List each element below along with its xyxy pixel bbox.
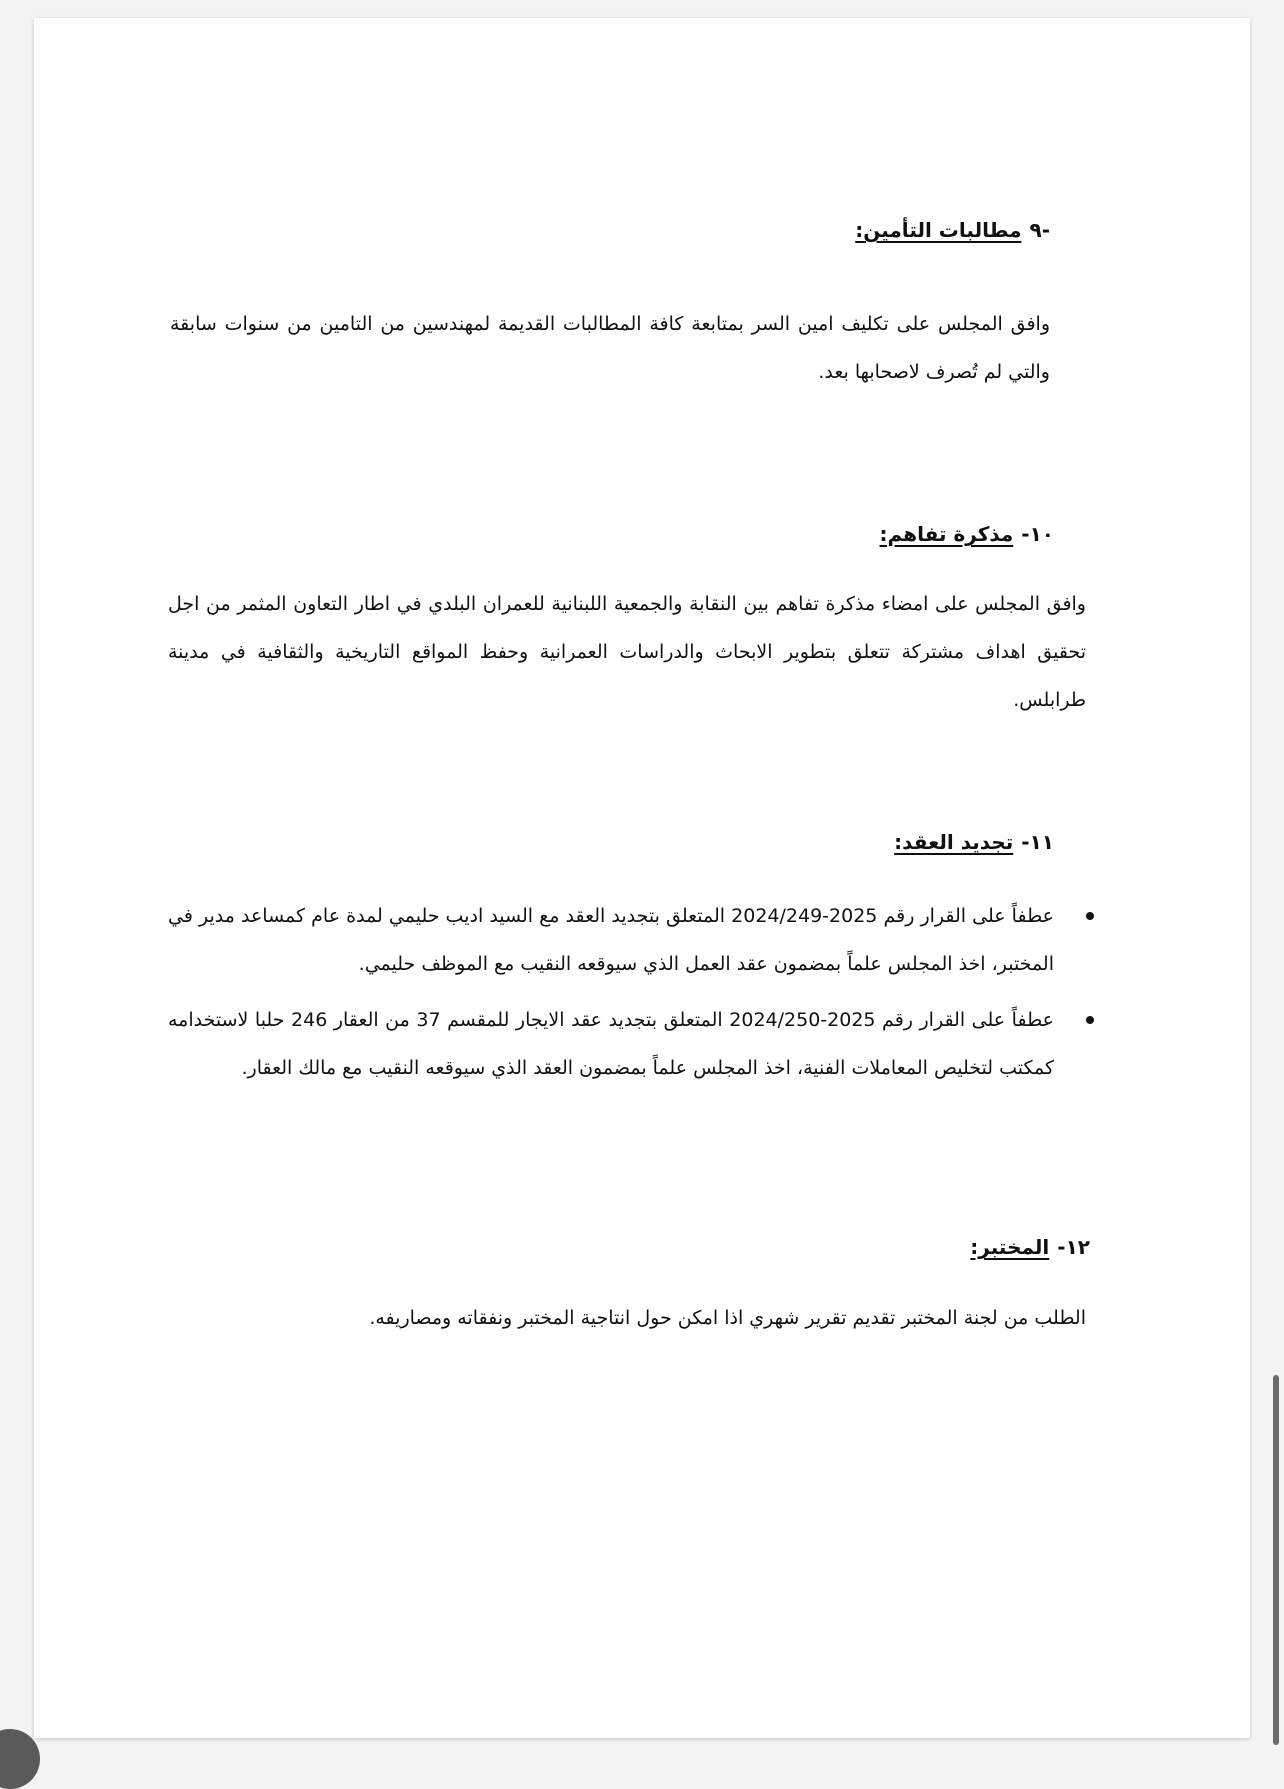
- section-11-number: ١١-: [1021, 830, 1054, 854]
- section-12-number: ١٢-: [1057, 1235, 1090, 1259]
- section-12-title: المختبر:: [970, 1235, 1050, 1259]
- document-page: [34, 18, 1250, 1738]
- section-11-heading: [894, 828, 1054, 856]
- bullet-icon: [1086, 1016, 1094, 1024]
- list-item: [168, 996, 1054, 1092]
- vertical-scrollbar[interactable]: [1273, 1375, 1279, 1745]
- section-10-heading: [880, 520, 1054, 548]
- section-9-title: مطالبات التأمين:: [855, 218, 1022, 242]
- section-9-number: -٩: [1029, 218, 1050, 242]
- section-10-paragraph: وافق المجلس على امضاء مذكرة تفاهم بين النقابة والجمعية اللبنانية للعمران البلدي في اطار التعاون المثمر من اجل تحقيق اهداف مشتركة تتعلق بتطوير الابحاث والدراسات العمرانية وحفظ المواقع التاريخية والثقافية في مدينة طرابلس.: [168, 593, 1086, 711]
- section-11-bullet-list: [168, 892, 1054, 1100]
- section-12-paragraph: الطلب من لجنة المختبر تقديم تقرير شهري اذا امكن حول انتاجية المختبر ونفقاته ومصاريفه.: [369, 1307, 1086, 1329]
- section-9-heading: [855, 216, 1050, 244]
- corner-overlay: [0, 1729, 40, 1789]
- bullet-text: عطفاً على القرار رقم 2025-2024/250 المتعلق بتجديد عقد الايجار للمقسم 37 من العقار 246 حلبا لاستخدامه كمكتب لتخليص المعاملات الفنية، اخذ المجلس علماً بمضمون العقد الذي سيوقعه النقيب مع مالك العقار.: [168, 1009, 1054, 1079]
- section-11-title: تجديد العقد:: [894, 830, 1014, 854]
- section-10-title: مذكرة تفاهم:: [879, 522, 1014, 546]
- section-9-paragraph: وافق المجلس على تكليف امين السر بمتابعة كافة المطالبات القديمة لمهندسين من التامين من سنوات سابقة والتي لم تُصرف لاصحابها بعد.: [170, 313, 1050, 383]
- bullet-icon: [1086, 912, 1094, 920]
- section-12-heading: [970, 1233, 1090, 1261]
- list-item: [168, 892, 1054, 988]
- bullet-text: عطفاً على القرار رقم 2025-2024/249 المتعلق بتجديد العقد مع السيد اديب حليمي لمدة عام كمساعد مدير في المختبر، اخذ المجلس علماً بمضمون عقد العمل الذي سيوقعه النقيب مع الموظف حليمي.: [168, 905, 1054, 975]
- section-10-number: ١٠-: [1021, 522, 1054, 546]
